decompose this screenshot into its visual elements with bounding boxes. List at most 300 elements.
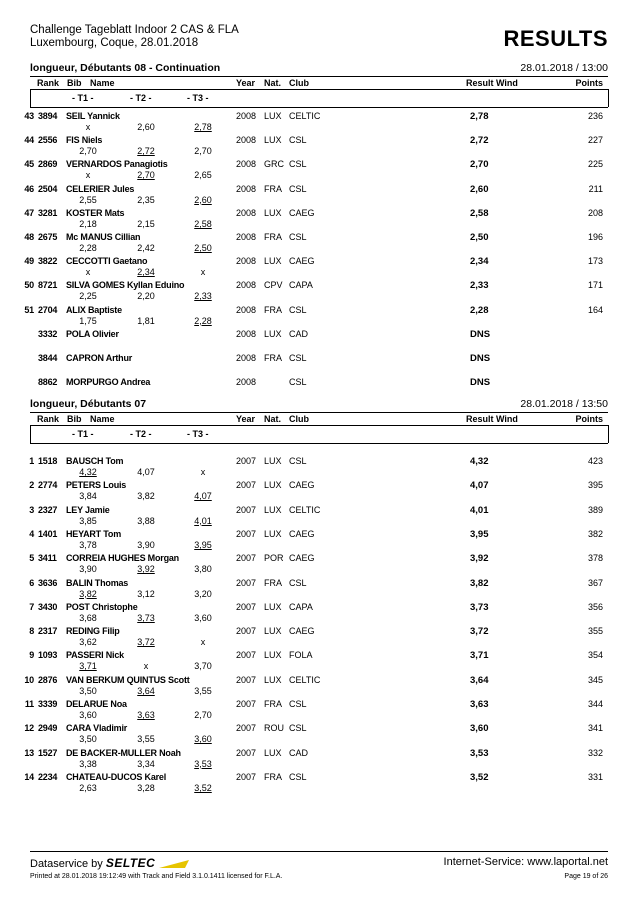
trial-1: 3,68 [79, 612, 97, 623]
trial-1: 2,63 [79, 782, 97, 793]
trial-2: 3,63 [137, 710, 155, 720]
points: 196 [587, 232, 603, 242]
nationality: POR [264, 553, 284, 564]
year: 2007 [236, 747, 257, 758]
points: 173 [587, 256, 603, 267]
bib: 1093 [38, 650, 58, 661]
trial-1: 3,60 [79, 710, 97, 720]
points: 395 [587, 480, 603, 491]
nationality: LUX [264, 674, 282, 685]
internet-service: Internet-Service: www.laportal.net [443, 856, 608, 868]
col-name: Name [90, 414, 115, 424]
result: 3,63 [470, 699, 489, 710]
athlete-name: MORPURGO Andrea [66, 377, 151, 388]
result: 2,72 [470, 135, 489, 147]
athlete-name-cell [8, 456, 123, 466]
footer-divider [30, 851, 608, 852]
year: 2008 [236, 159, 257, 170]
result-row [0, 578, 638, 602]
nationality: LUX [264, 601, 282, 612]
nationality: LUX [264, 456, 282, 466]
rank: 45 [24, 159, 34, 170]
bib: 2327 [38, 504, 58, 515]
year: 2007 [236, 650, 257, 661]
result-row [0, 748, 638, 772]
result-row [0, 772, 638, 796]
year: 2007 [236, 528, 257, 539]
athlete-name: CAPRON Arthur [66, 353, 133, 363]
rank: 4 [29, 528, 34, 539]
athlete-name: ALIX Baptiste [66, 304, 122, 315]
club: CSL [289, 377, 307, 388]
athlete-name: DE BACKER-MULLER Noah [66, 747, 181, 758]
rank: 5 [29, 553, 34, 564]
club: CSL [289, 159, 307, 170]
athlete-name: KOSTER Mats [66, 207, 125, 218]
points: 378 [587, 553, 603, 564]
result: 3,71 [470, 650, 489, 662]
points: 331 [587, 771, 603, 782]
col-points: Points [575, 78, 603, 88]
trial-1: 3,78 [79, 539, 97, 550]
points: 345 [587, 674, 603, 685]
section-left-border [30, 89, 31, 107]
result: 3,72 [470, 626, 489, 638]
points: 332 [587, 747, 603, 758]
trial-2: 3,12 [137, 588, 155, 599]
trial-2: 2,20 [137, 291, 155, 302]
trial-1: x [85, 170, 91, 181]
points: 382 [587, 528, 603, 539]
points: 227 [587, 135, 603, 146]
result-row [0, 675, 638, 699]
club: CSL [289, 577, 307, 588]
bib: 2234 [38, 771, 58, 782]
year: 2007 [236, 504, 257, 515]
result: 2,58 [470, 207, 489, 219]
trial-2: 2,42 [137, 243, 155, 253]
col-rank: Rank [37, 78, 60, 88]
nationality: FRA [264, 771, 282, 782]
trial-3: 4,01 [194, 515, 212, 526]
club: CAEG [289, 528, 315, 539]
section-date: 28.01.2018 / 13:50 [520, 398, 608, 410]
result-row [0, 650, 638, 674]
trial-2: 2,60 [137, 122, 155, 132]
result: 3,52 [470, 771, 489, 783]
result-row [0, 329, 638, 353]
result-row [0, 135, 638, 159]
nationality: LUX [264, 328, 282, 339]
athlete-name-cell [8, 208, 124, 218]
athlete-name: Mc MANUS Cillian [66, 232, 141, 242]
athlete-name-cell [8, 675, 190, 685]
trial-2: 2,35 [137, 194, 155, 205]
trial-1: 1,75 [79, 315, 97, 326]
col-result: Result Wind [466, 414, 518, 424]
result-row [0, 353, 638, 377]
section-title: longueur, Débutants 08 - Continuation [30, 62, 221, 74]
bib: 3844 [38, 353, 58, 363]
trial-2: 3,72 [137, 637, 155, 648]
club: CAEG [289, 553, 315, 564]
rank: 43 [24, 111, 34, 121]
rank: 14 [24, 771, 34, 782]
bib: 2675 [38, 232, 58, 242]
trial-2: 3,82 [137, 491, 155, 502]
athlete-name-cell [8, 626, 120, 636]
club: CSL [289, 304, 307, 315]
athlete-name: CORREIA HUGHES Morgan [66, 553, 179, 564]
rank: 50 [24, 280, 34, 291]
year: 2008 [236, 377, 257, 388]
club: CSL [289, 183, 307, 194]
athlete-name: CARA Vladimir [66, 723, 128, 734]
result: 2,50 [470, 232, 489, 243]
year: 2007 [236, 771, 257, 782]
trial-1: 3,85 [79, 515, 97, 526]
section-right-border [608, 425, 609, 443]
result-row [0, 305, 638, 329]
club: CELTIC [289, 111, 321, 121]
athlete-name-cell [8, 159, 168, 169]
athlete-name-cell [8, 111, 120, 121]
trial-2: 3,28 [137, 782, 155, 793]
result-row [0, 232, 638, 256]
trial-1: 2,28 [79, 243, 97, 253]
athlete-name: SEIL Yannick [66, 111, 120, 121]
trial-3: 3,53 [194, 758, 212, 769]
col-name: Name [90, 78, 115, 88]
year: 2007 [236, 699, 257, 709]
athlete-name: POST Christophe [66, 601, 138, 612]
nationality: LUX [264, 747, 282, 758]
year: 2007 [236, 674, 257, 685]
points: 341 [587, 723, 603, 734]
points: 423 [587, 456, 603, 466]
points: 356 [587, 601, 603, 612]
trial-3: 3,95 [194, 539, 212, 550]
result-row [0, 256, 638, 280]
result: 2,34 [470, 256, 489, 268]
bib: 2704 [38, 304, 58, 315]
nationality: LUX [264, 111, 282, 121]
athlete-name-cell [8, 650, 124, 660]
bib: 3636 [38, 577, 58, 588]
nationality: FRA [264, 304, 282, 315]
trial-1: 3,71 [79, 661, 97, 672]
result-row [0, 602, 638, 626]
col-club: Club [289, 414, 309, 424]
trial-1: 2,55 [79, 194, 97, 205]
rank: 44 [24, 135, 34, 146]
col-year: Year [236, 78, 256, 88]
trial-2: 3,64 [137, 685, 155, 696]
result: 2,60 [470, 183, 489, 195]
club: CSL [289, 456, 307, 466]
athlete-name: VAN BERKUM QUINTUS Scott [66, 674, 190, 685]
result: 3,92 [470, 553, 489, 565]
bib: 2876 [38, 674, 58, 685]
club: CAD [289, 328, 309, 339]
printed-info: Printed at 28.01.2018 19:12:49 with Track and Field 3.1.0.1411 licensed for F.L.A. [30, 873, 283, 880]
bib: 3411 [38, 553, 57, 564]
trial-3: 3,80 [194, 564, 212, 575]
result: 4,01 [470, 504, 489, 516]
bib: 8721 [38, 280, 58, 291]
nationality: LUX [264, 626, 282, 637]
athlete-name: REDING Filip [66, 626, 120, 637]
points: 171 [587, 280, 603, 291]
result: 2,70 [470, 159, 489, 171]
club: CELTIC [289, 674, 321, 685]
rank: 9 [29, 650, 34, 661]
meeting-title: Challenge Tageblatt Indoor 2 CAS & FLA [30, 24, 239, 36]
dataservice-label [30, 856, 191, 870]
trial-2: 2,70 [137, 170, 155, 181]
rank: 46 [24, 183, 34, 194]
trial-1: 2,25 [79, 291, 97, 302]
athlete-name-cell [8, 553, 179, 563]
result: 4,07 [470, 480, 489, 492]
result: DNS [470, 353, 491, 364]
col-t1: - T1 - [72, 93, 94, 103]
section-bottom-rule [30, 107, 608, 108]
athlete-name-cell [8, 505, 110, 515]
result-row [0, 529, 638, 553]
athlete-name: CHATEAU-DUCOS Karel [66, 771, 167, 782]
col-club: Club [289, 78, 309, 88]
year: 2007 [236, 577, 257, 588]
athlete-name: POLA Olivier [66, 328, 119, 339]
section-top-rule [30, 412, 608, 413]
club: CSL [289, 353, 307, 363]
trial-1: x [85, 267, 91, 278]
trial-3: 2,60 [194, 194, 212, 205]
col-result: Result Wind [466, 78, 518, 88]
athlete-name-cell [8, 305, 122, 315]
points: 225 [587, 159, 603, 170]
trial-2: x [143, 661, 149, 672]
trial-2: 2,15 [137, 218, 155, 229]
year: 2007 [236, 456, 257, 466]
points: 208 [587, 207, 603, 218]
club: CAEG [289, 207, 315, 218]
col-bib: Bib [67, 414, 82, 424]
bib: 2556 [38, 135, 58, 146]
points: 236 [587, 111, 603, 121]
rank: 51 [24, 304, 34, 315]
athlete-name-cell [8, 529, 121, 539]
trial-1: 2,70 [79, 146, 97, 157]
nationality: FRA [264, 699, 282, 709]
club: CELTIC [289, 504, 321, 515]
trial-3: 2,33 [194, 291, 212, 302]
result-row [0, 111, 638, 135]
rank: 49 [24, 256, 34, 267]
result-row [0, 699, 638, 723]
bib: 3894 [38, 111, 58, 121]
trial-2: 2,34 [137, 267, 155, 278]
trial-3: 2,70 [194, 710, 212, 720]
section-date: 28.01.2018 / 13:00 [520, 62, 608, 74]
rank: 11 [24, 699, 34, 709]
club: CAPA [289, 601, 313, 612]
trial-3: 2,28 [194, 315, 212, 326]
trial-3: 3,52 [194, 782, 212, 793]
col-t3: - T3 - [187, 429, 209, 439]
bib: 3822 [38, 256, 58, 267]
nationality: FRA [264, 183, 282, 194]
col-t1: - T1 - [72, 429, 94, 439]
trial-1: 4,32 [79, 467, 97, 477]
trial-2: 4,07 [137, 467, 155, 477]
result-row [0, 208, 638, 232]
result: 2,78 [470, 111, 489, 122]
club: CAEG [289, 256, 315, 267]
trial-1: 3,50 [79, 734, 97, 745]
club: FOLA [289, 650, 313, 661]
club: CSL [289, 723, 307, 734]
col-points: Points [575, 414, 603, 424]
club: CAD [289, 747, 309, 758]
points: 164 [587, 304, 603, 315]
rank: 7 [29, 601, 34, 612]
result-row [0, 456, 638, 480]
page-number: Page 19 of 26 [564, 873, 608, 880]
year: 2008 [236, 135, 257, 146]
bib: 8862 [38, 377, 58, 388]
points: 354 [587, 650, 603, 661]
points: 389 [587, 504, 603, 515]
year: 2008 [236, 304, 257, 315]
trial-1: 2,18 [79, 218, 97, 229]
col-t2: - T2 - [130, 93, 152, 103]
col-rank: Rank [37, 414, 60, 424]
athlete-name: LEY Jamie [66, 504, 110, 515]
result-row [0, 159, 638, 183]
bib: 2504 [38, 183, 58, 194]
athlete-name: PASSERI Nick [66, 650, 124, 661]
athlete-name-cell [8, 602, 138, 612]
points: 211 [588, 183, 603, 194]
trial-2: 3,92 [137, 564, 155, 575]
rank: 1 [29, 456, 34, 466]
trial-3: 4,07 [194, 491, 212, 502]
athlete-name-cell [8, 480, 126, 490]
result: 3,95 [470, 528, 489, 540]
bib: 3430 [38, 601, 58, 612]
trial-3: 2,78 [194, 122, 212, 132]
trial-1: 3,50 [79, 685, 97, 696]
section-mid-rule [30, 425, 608, 426]
nationality: LUX [264, 207, 282, 218]
result-row [0, 505, 638, 529]
year: 2008 [236, 183, 257, 194]
nationality: FRA [264, 577, 282, 588]
meeting-venue: Luxembourg, Coque, 28.01.2018 [30, 37, 199, 49]
year: 2007 [236, 601, 257, 612]
bib: 2869 [38, 159, 58, 170]
bib: 3332 [38, 328, 58, 339]
trial-2: 3,55 [137, 734, 155, 745]
section-title: longueur, Débutants 07 [30, 398, 147, 410]
trial-2: 1,81 [137, 315, 155, 326]
year: 2008 [236, 353, 257, 363]
athlete-name-cell [8, 723, 127, 733]
rank: 48 [24, 232, 34, 242]
result: 2,33 [470, 280, 489, 292]
trial-1: 3,38 [79, 758, 97, 769]
trial-3: 2,70 [194, 146, 212, 157]
club: CSL [289, 771, 307, 782]
bib: 1518 [38, 456, 58, 466]
col-bib: Bib [67, 78, 82, 88]
athlete-name: HEYART Tom [66, 528, 122, 539]
year: 2007 [236, 723, 257, 734]
nationality: FRA [264, 353, 282, 363]
trial-3: x [200, 637, 206, 648]
trial-2: 3,90 [137, 539, 155, 550]
trial-3: x [200, 467, 206, 477]
rank: 6 [29, 577, 34, 588]
year: 2008 [236, 328, 257, 339]
bib: 1527 [38, 747, 58, 758]
athlete-name-cell [8, 353, 132, 363]
section-left-border [30, 425, 31, 443]
trial-1: x [85, 122, 91, 132]
dataservice-text: Dataservice by [30, 858, 103, 870]
athlete-name: SILVA GOMES Kyllan Eduino [66, 280, 185, 291]
nationality: ROU [264, 723, 284, 734]
nationality: LUX [264, 480, 282, 491]
athlete-name: PETERS Louis [66, 480, 127, 491]
year: 2008 [236, 280, 257, 291]
year: 2007 [236, 553, 257, 564]
athlete-name-cell [8, 377, 150, 387]
points: 367 [587, 577, 603, 588]
trial-2: 3,88 [137, 515, 155, 526]
result: 2,28 [470, 304, 489, 316]
trial-3: 2,50 [194, 243, 212, 253]
points: 355 [587, 626, 603, 637]
trial-1: 3,90 [79, 564, 97, 575]
bib: 2317 [38, 626, 58, 637]
col-t3: - T3 - [187, 93, 209, 103]
result: 3,64 [470, 674, 489, 686]
nationality: LUX [264, 135, 282, 146]
result-row [0, 626, 638, 650]
year: 2008 [236, 111, 257, 121]
section-bottom-rule [30, 443, 608, 444]
athlete-name-cell [8, 329, 119, 339]
year: 2008 [236, 256, 257, 267]
athlete-name-cell [8, 748, 181, 758]
club: CAEG [289, 626, 315, 637]
result-row [0, 723, 638, 747]
trial-3: 3,60 [194, 612, 212, 623]
trial-1: 3,84 [79, 491, 97, 502]
athlete-name-cell [8, 772, 166, 782]
rank: 10 [24, 674, 34, 685]
result-row [0, 480, 638, 504]
athlete-name: CELERIER Jules [66, 183, 135, 194]
result: 3,60 [470, 723, 489, 735]
rank: 3 [29, 504, 34, 515]
nationality: LUX [264, 256, 282, 267]
col-year: Year [236, 414, 256, 424]
trial-3: 3,55 [194, 685, 212, 696]
